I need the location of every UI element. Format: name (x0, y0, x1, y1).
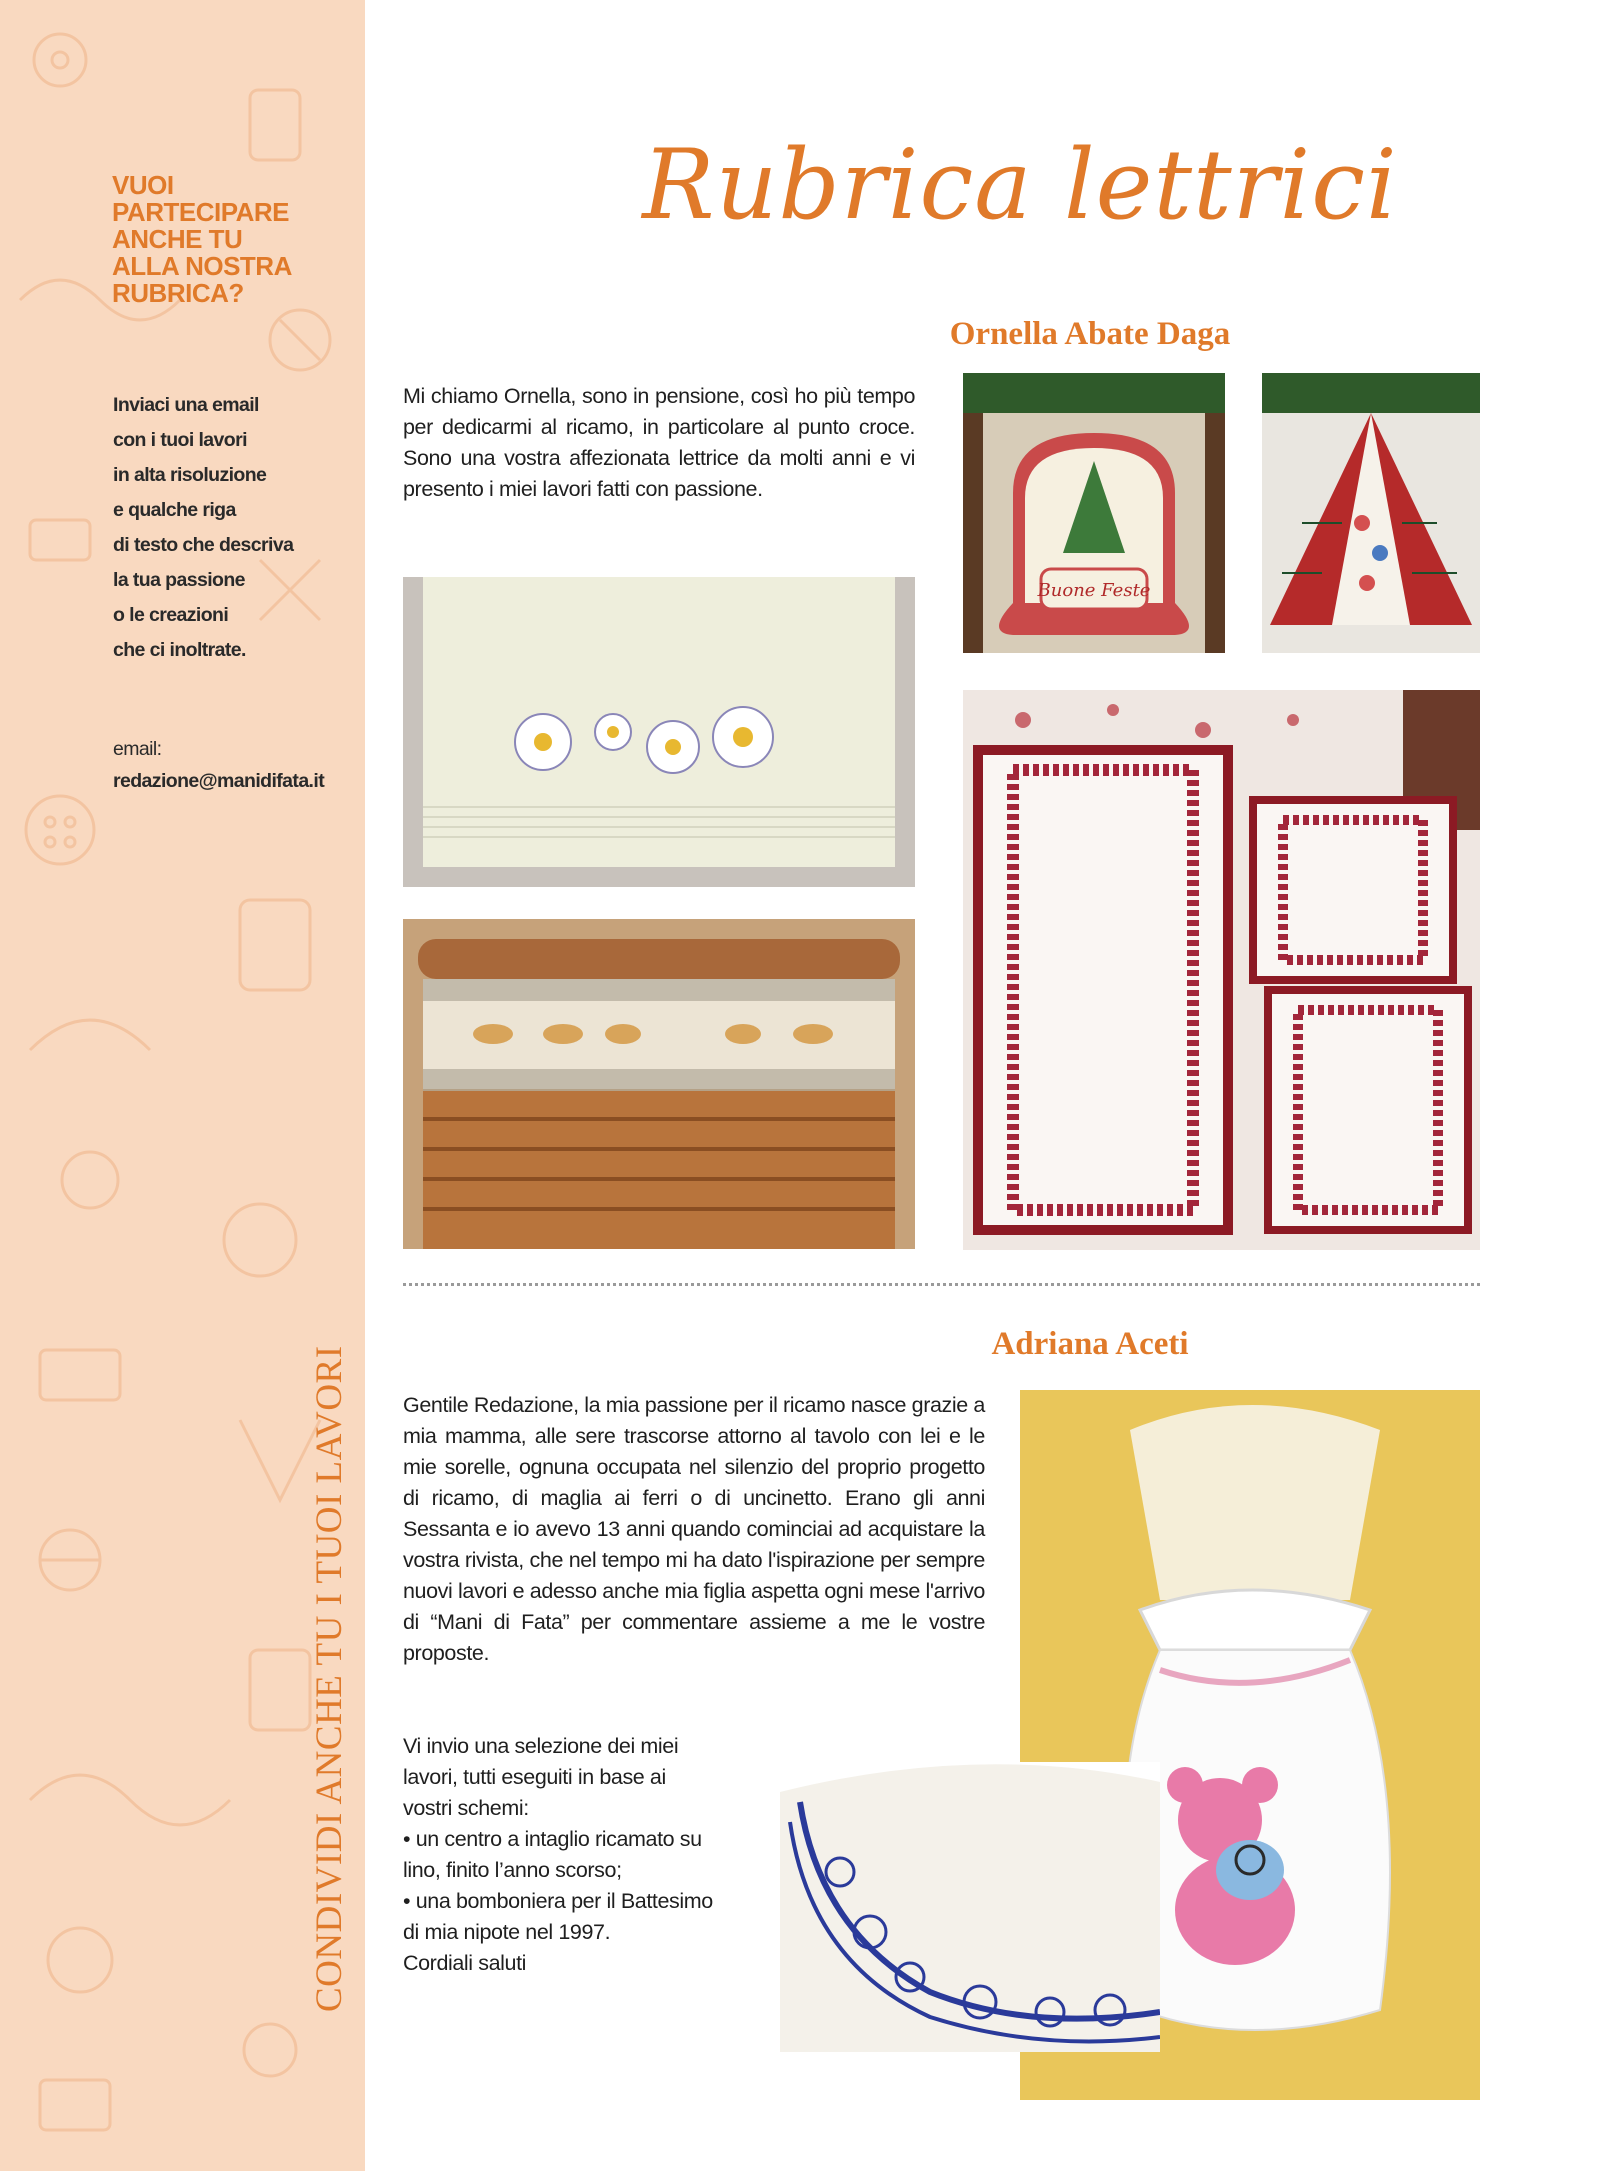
letter-line: lavori, tutti eseguiti in base ai (403, 1765, 666, 1789)
letter-line: lino, finito l’anno scorso; (403, 1858, 622, 1882)
bell-caption: Buone Feste (1037, 580, 1151, 601)
letter-line: vostri schemi: (403, 1796, 529, 1820)
sidebar-email-label: email: (113, 738, 162, 760)
section-divider (403, 1283, 1480, 1286)
letter-line: di mia nipote nel 1997. (403, 1920, 611, 1944)
page-title: Rubrica lettrici (642, 129, 1398, 241)
photo-christmas-bell (963, 373, 1225, 653)
photo-wicker-basket (403, 919, 915, 1249)
letter-text-continued (403, 1731, 773, 1979)
letter-text: Mi chiamo Ornella, sono in pensione, così ho più tempo per dedicarmi al ricamo, in particolare al punto croce. Sono una vostra affezionata lettrice da molti anni e vi presento i miei lavori fatti con passione. (403, 384, 915, 501)
sidebar-email-link[interactable]: redazione@manidifata.it (113, 770, 325, 792)
letter-author-name: Ornella Abate Daga (949, 316, 1231, 352)
letter-text: Gentile Redazione, la mia passione per il ricamo nasce grazie a mia mamma, alle sere trascorse attorno al tavolo con lei e le mie sorelle, ognuna occupata nel silenzio del proprio progetto di ricamo, di maglia ai ferri o di uncinetto. Erano gli anni Sessanta e io avevo 13 anni quando cominciai ad acquistare la vostra rivista, che nel tempo mi ha dato l'ispirazione per sempre nuovi lavori e adesso anche mia figlia aspetta ogni mese l'arrivo di “Mani di Fata” per commentare assieme a me le vostre proposte. (403, 1393, 985, 1665)
sidebar-body-text: Inviaci una email con i tuoi lavori in alta risoluzione e qualche riga di testo che descriva la tua passione o le creazioni che ci inoltrate. (113, 394, 294, 661)
photo-cross-stitch-runners (963, 690, 1480, 1250)
sidebar-heading: VUOI PARTECIPARE ANCHE TU ALLA NOSTRA RUBRICA? (112, 170, 292, 308)
sidebar-vertical-caption: CONDIVIDI ANCHE TU I TUOI LAVORI (309, 1345, 350, 2012)
letter-line: • una bomboniera per il Battesimo (403, 1889, 713, 1913)
sidebar (0, 0, 365, 2171)
letter-line: Cordiali saluti (403, 1951, 527, 1975)
photo-daisy-towel (403, 577, 915, 887)
photo-christmas-tree (1262, 373, 1480, 653)
letter-line: Vi invio una selezione dei miei (403, 1734, 679, 1758)
photo-cutwork-centerpiece (780, 1762, 1160, 2052)
letter-author-name: Adriana Aceti (991, 1326, 1189, 1362)
letter-line: • un centro a intaglio ricamato su (403, 1827, 702, 1851)
